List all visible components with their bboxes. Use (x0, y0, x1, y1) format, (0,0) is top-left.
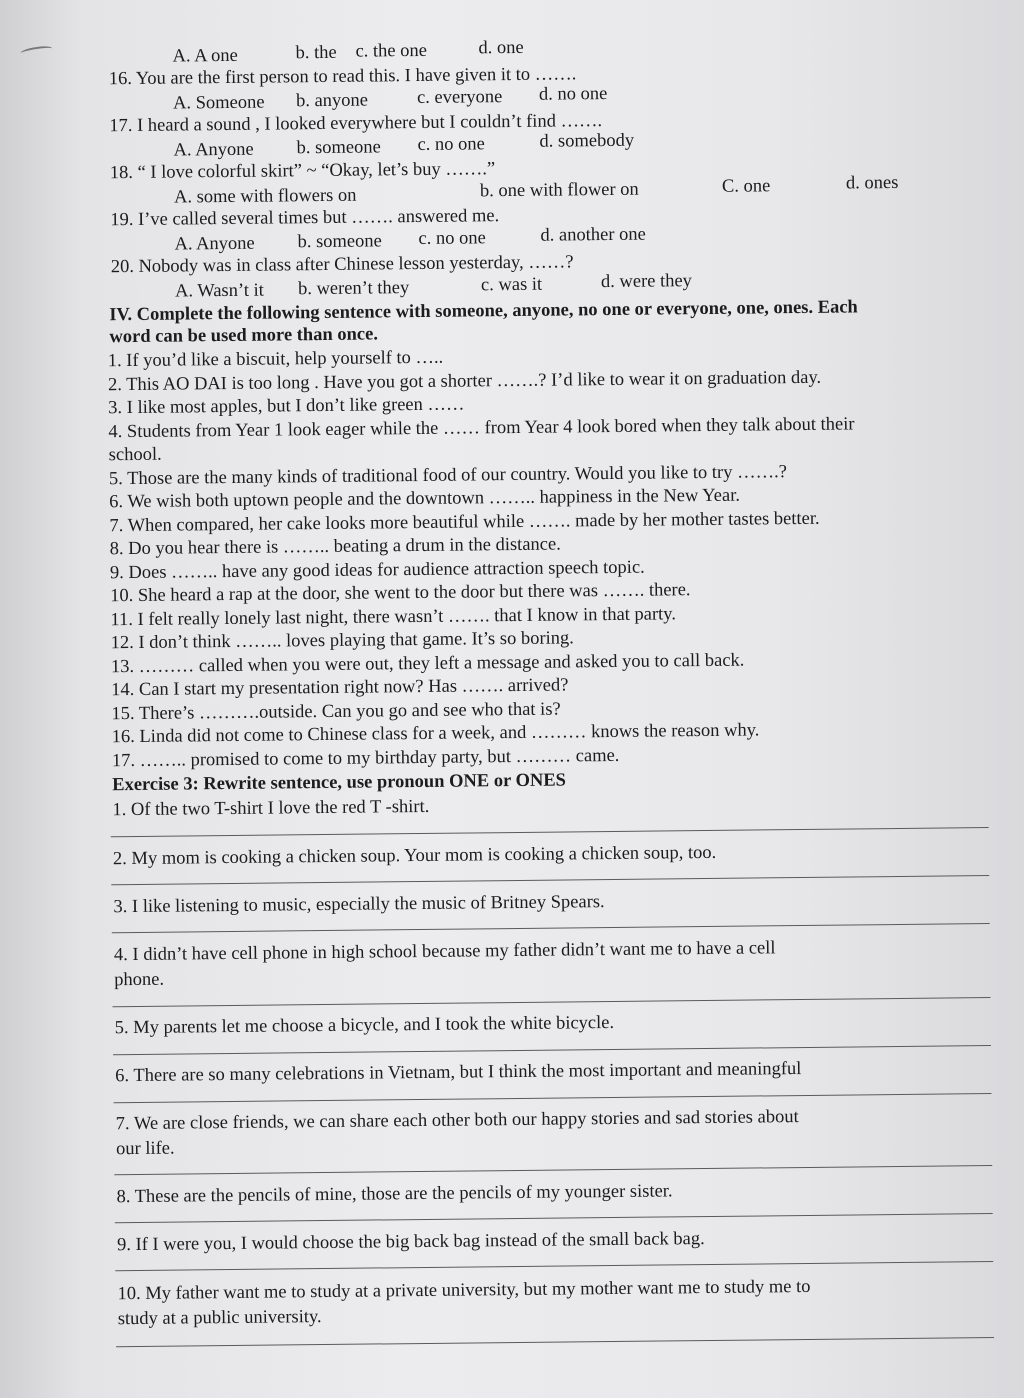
rewrite-item: 6. There are so many celebrations in Vietnam, but I think the most important and meaningful (115, 1059, 802, 1087)
fill-blank-item: 3. I like most apples, but I don’t like green …… (108, 394, 465, 419)
fill-blank-item: 15. There’s ……….outside. Can you go and see who that is? (111, 699, 561, 725)
mcq-option: b. someone (296, 137, 381, 159)
mcq-option: c. no one (418, 228, 486, 249)
mcq-option: d. another one (540, 224, 646, 246)
answer-line[interactable] (111, 875, 989, 885)
answer-line[interactable] (112, 923, 990, 933)
answer-line[interactable] (114, 1165, 992, 1175)
mcq-option: c. was it (480, 274, 543, 296)
fill-blank-item: 1. If you’d like a biscuit, help yourself to ….. (107, 347, 444, 372)
fill-blank-item: 4. Students from Year 1 look eager while the …… from Year 4 look bored when they talk about their (108, 414, 855, 443)
mcq-option: b. someone (297, 231, 382, 253)
mcq-option: d. were they (600, 271, 692, 293)
rewrite-item-cont: phone. (114, 969, 165, 991)
fill-blank-item: 14. Can I start my presentation right now? Has ……. arrived? (111, 675, 569, 701)
answer-line[interactable] (113, 1045, 991, 1055)
exercise-3-heading: Exercise 3: Rewrite sentence, use pronoun ONE or ONES (112, 770, 567, 796)
answer-line[interactable] (111, 827, 989, 837)
mcq-option: b. the (295, 42, 337, 64)
fill-blank-item: 5. Those are the many kinds of traditional food of our country. Would you like to try …….? (108, 462, 787, 490)
answer-line[interactable] (115, 1261, 993, 1271)
mcq-question: 20. Nobody was in class after Chinese lesson yesterday, ……? (110, 252, 574, 278)
rewrite-item: 9. If I were you, I would choose the big back bag instead of the small back bag. (116, 1229, 705, 1256)
mcq-option: b. anyone (295, 90, 369, 112)
mcq-option: d. one (478, 37, 524, 59)
mcq-option: b. weren’t they (297, 278, 410, 300)
mcq-option: A. A one (172, 45, 238, 67)
fill-blank-item: 9. Does …….. have any good ideas for audience attraction speech topic. (109, 557, 645, 584)
mcq-question: 16. You are the first person to read this. I have given it to ……. (108, 64, 577, 90)
mcq-option: A. Wasn’t it (174, 280, 264, 302)
fill-blank-item: 16. Linda did not come to Chinese class for a week, and ……… knows the reason why. (111, 720, 760, 748)
rewrite-item: 8. These are the pencils of mine, those are the pencils of my younger sister. (116, 1181, 673, 1208)
fill-blank-item: 17. …….. promised to come to my birthday party, but ……… came. (111, 745, 620, 772)
fill-blank-item: 10. She heard a rap at the door, she went to the door but there was ……. there. (110, 580, 691, 607)
mcq-option: d. somebody (539, 130, 635, 152)
mcq-option: c. the one (355, 40, 428, 62)
rewrite-item: 3. I like listening to music, especially the music of Britney Spears. (113, 892, 605, 918)
mcq-option: A. some with flowers on (173, 185, 357, 208)
mcq-option: d. ones (845, 172, 899, 194)
fill-blank-item: 11. I felt really lonely last night, there wasn’t ……. that I know in that party. (110, 604, 677, 631)
rewrite-item-cont: our life. (115, 1138, 175, 1160)
fill-blank-item: 6. We wish both uptown people and the downtown …….. happiness in the New Year. (109, 485, 741, 513)
mcq-option: A. Someone (172, 92, 265, 114)
mcq-option: c. no one (417, 134, 485, 155)
fill-blank-item: 2. This AO DAI is too long . Have you got a shorter …….? I’d like to wear it on graduation day. (107, 367, 822, 396)
rewrite-item: 2. My mom is cooking a chicken soup. Your mom is cooking a chicken soup, too. (112, 842, 717, 870)
fill-blank-item: 12. I don’t think …….. loves playing that game. It’s so boring. (110, 628, 574, 654)
mcq-option: C. one (721, 176, 771, 197)
rewrite-item: 4. I didn’t have cell phone in high school because my father didn’t want me to have a cell (113, 938, 776, 966)
rewrite-item: 10. My father want me to study at a private university, but my mother want me to study me to (117, 1276, 811, 1305)
pen-mark (20, 45, 53, 58)
rewrite-item: 1. Of the two T-shirt I love the red T -shirt. (112, 796, 430, 821)
mcq-option: b. one with flower on (479, 179, 639, 202)
mcq-question: 18. “ I love colorful skirt” ~ “Okay, let’s buy …….” (109, 159, 496, 184)
answer-line[interactable] (114, 1093, 992, 1103)
fill-blank-item: 8. Do you hear there is …….. beating a drum in the distance. (109, 534, 561, 560)
mcq-option: A. Anyone (173, 139, 254, 161)
rewrite-item: 7. We are close friends, we can share each other both our happy stories and sad stories about (115, 1107, 799, 1135)
mcq-section (0, 0, 1024, 302)
mcq-option: A. Anyone (174, 233, 255, 255)
fill-blank-item-cont: school. (108, 444, 162, 466)
mcq-option: d. no one (538, 84, 608, 105)
mcq-option: c. everyone (416, 87, 503, 108)
rewrite-item: 5. My parents let me choose a bicycle, and I took the white bicycle. (114, 1012, 615, 1039)
mcq-question: 19. I’ve called several times but ……. answered me. (110, 206, 500, 231)
answer-line[interactable] (113, 997, 991, 1007)
mcq-question: 17. I heard a sound , I looked everywhere but I couldn’t find ……. (109, 111, 603, 137)
fill-blank-item: 13. ……… called when you were out, they left a message and asked you to call back. (110, 650, 745, 678)
answer-line[interactable] (115, 1213, 993, 1223)
fill-blank-item: 7. When compared, her cake looks more beautiful while ……. made by her mother tastes better. (109, 508, 820, 537)
section-iv-heading-cont: word can be used more than once. (109, 324, 379, 348)
answer-line[interactable] (116, 1337, 994, 1347)
section-iv-heading: IV. Complete the following sentence with someone, anyone, no one or everyone, one, ones. Each (109, 297, 858, 326)
rewrite-item-cont: study at a public university. (117, 1307, 322, 1330)
